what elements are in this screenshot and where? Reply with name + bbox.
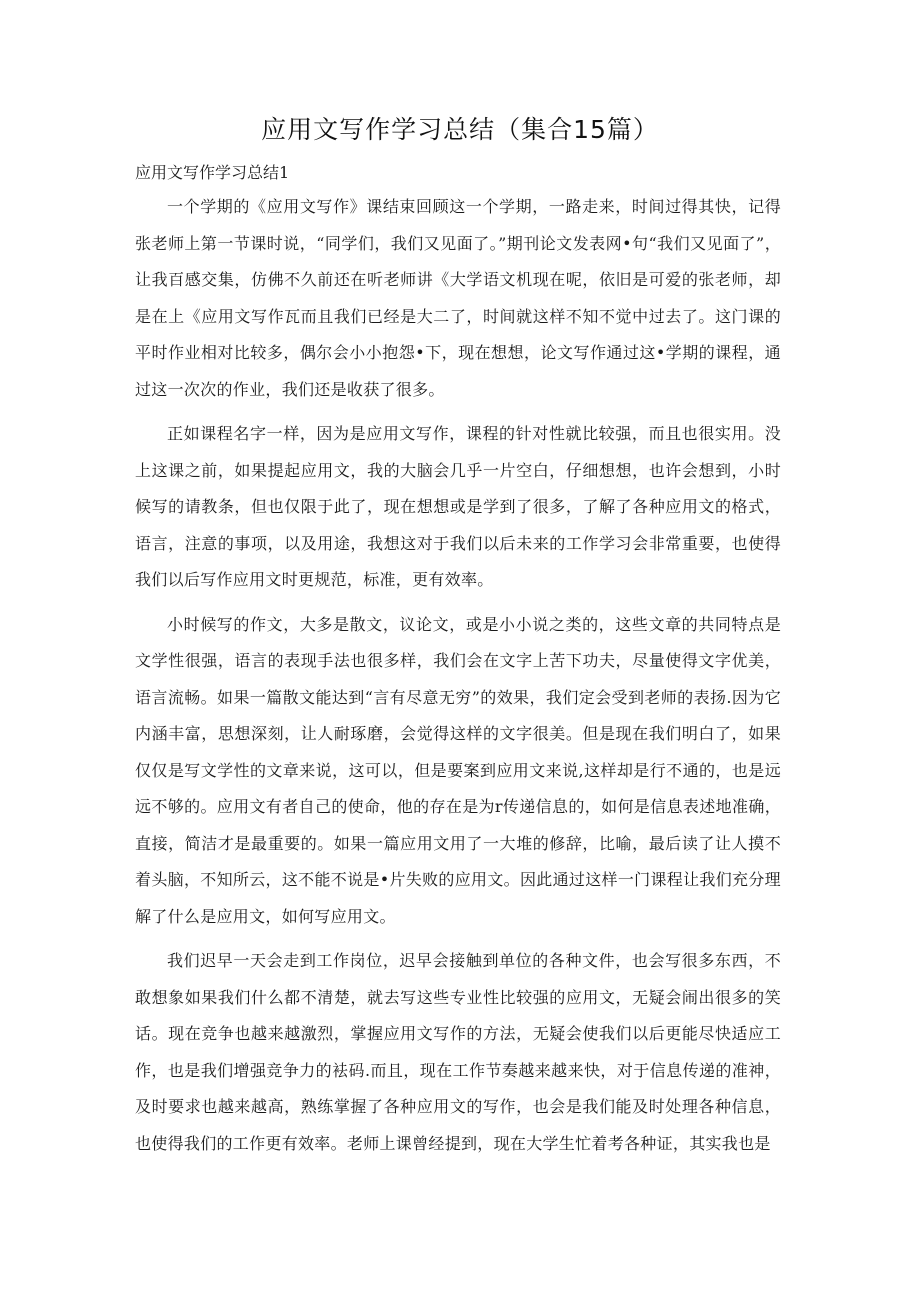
paragraph-4: 我们迟早一天会走到工作岗位，迟早会接触到单位的各种文件，也会写很多东西，不敢想象如果我们什么都不清楚，就去写这些专业性比较强的应用文，无疑会闹出很多的笑话。现在竞争也越来越激烈，掌握应用文写作的方法，无疑会使我们以后更能尽快适应工作，也是我们增强竞争力的袪码.而且，现在工作节奏越来越来快，对于信息传递的准神，及时要求也越来越高，熟练掌握了各种应用文的写作，也会是我们能及时处理各种信息，也使得我们的工作更有效率。老师上课曾经提到，现在大学生忙着考各种证，其实我也是 <box>135 951 781 1153</box>
paragraph-1: 一个学期的《应用文写作》课结束回顾这一个学期，一路走来，时间过得其快，记得张老师上第一节课时说，“同学们，我们又见面了。”期刊论文发表网•句“我们又见面了”，让我百感交集，仿佛不久前还在听老师讲《大学语文机现在呢，依旧是可爱的张老师，却是在上《应用文写作瓦而且我们已经是大二了，时间就这样不知不觉中过去了。这门课的平时作业相对比较多，偶尔会小小抱怨•下，现在想想，论文写作通过这•学期的课程，通过这一次次的作业，我们还是收获了很多。 <box>135 197 781 399</box>
document-body <box>135 189 781 1170</box>
paragraph-2: 正如课程名字一样，因为是应用文写作，课程的针对性就比较强，而且也很实用。没上这课之前，如果提起应用文，我的大脑会几乎一片空白，仔细想想，也许会想到，小时候写的请教条，但也仅限于此了，现在想想或是学到了很多，了解了各种应用文的格式，语言，注意的事项，以及用途，我想这对于我们以后未来的工作学习会非常重要，也使得我们以后写作应用文时更规范，标准，更有效率。 <box>135 424 781 589</box>
section-heading: 应用文写作学习总结1 <box>135 163 290 182</box>
paragraph-3: 小时候写的作文，大多是散文，议论文，或是小小说之类的，这些文章的共同特点是文学性很强，语言的表现手法也很多样，我们会在文字上苦下功夫，尽量使得文字优美，语言流畅。如果一篇散文能达到“言有尽意无穷”的效果，我们定会受到老师的表扬.因为它内涵丰富，思想深刻，让人耐琢磨，会觉得这样的文字很美。但是现在我们明白了，如果仅仅是写文学性的文章来说，这可以，但是要案到应用文来说,这样却是行不通的，也是远远不够的。应用文有者自己的使命，他的存在是为r传递信息的，如何是信息表述地准确，直接，简洁才是最重要的。如果一篇应用文用了一大堆的修辞，比喻，最后读了让人摸不着头脑，不知所云，这不能不说是•片失败的应用文。因此通过这样一门课程让我们充分理解了什么是应用文，如何写应用文。 <box>135 614 781 926</box>
document-title: 应用文写作学习总结（集合15篇） <box>261 115 659 144</box>
